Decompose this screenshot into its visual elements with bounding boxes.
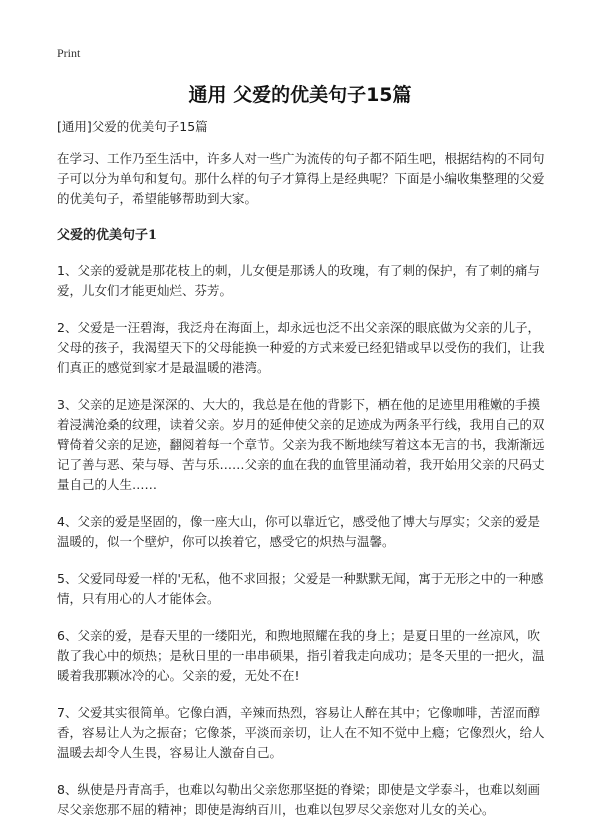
sentence-item-4: 4、父亲的爱是坚固的，像一座大山，你可以靠近它，感受他了博大与厚实；父亲的爱是温暖的，似一个壁炉，你可以挨着它，感受它的炽热与温馨。 <box>57 514 540 549</box>
intro-paragraph: 在学习、工作乃至生活中，许多人对一些广为流传的句子都不陌生吧，根据结构的不同句子可以分为单句和复句。那什么样的句子才算得上是经典呢？下面是小编收集整理的父爱的优美句子，希望能够帮助到大家。 <box>57 151 545 206</box>
section-heading: 父爱的优美句子1 <box>57 228 158 243</box>
article-body <box>57 117 547 837</box>
sentence-item-5: 5、父爱同母爱一样的'无私，他不求回报；父爱是一种默默无闻，寓于无形之中的一种感情，只有用心的人才能体会。 <box>57 571 544 606</box>
sentence-item-3: 3、父亲的足迹是深深的、大大的，我总是在他的背影下，栖在他的足迹里用稚嫩的手摸着浸满沧桑的纹理，读着父亲。岁月的延伸使父亲的足迹成为两条平行线，我用自己的双臂倚着父亲的足迹，翻阅着每一个章节。父亲为我不断地续写着这本无言的书，我渐渐远记了善与恶、荣与辱、苦与乐……父亲的血在我的血管里涌动着，我开始用父亲的尺码丈量自己的人生…… <box>57 397 545 492</box>
sentence-item-8: 8、纵使是丹青高手，也难以勾勒出父亲您那坚挺的脊梁；即使是文学泰斗，也难以刻画尽父亲您那不屈的精神；即使是海纳百川，也难以包罗尽父亲您对儿女的关心。 <box>57 782 540 817</box>
page-title: 通用 父爱的优美句子15篇 <box>188 84 412 106</box>
sentence-item-6: 6、父亲的爱，是春天里的一缕阳光，和煦地照耀在我的身上；是夏日里的一丝凉风，吹散了我心中的烦热；是秋日里的一串串硕果，指引着我走向成功；是冬天里的一把火，温暖着我那颗冰冷的心。父亲的爱，无处不在! <box>57 628 545 683</box>
sentence-item-2: 2、父爱是一汪碧海，我泛舟在海面上，却永远也泛不出父亲深的眼底做为父亲的儿子，父母的孩子，我渴望天下的父母能换一种爱的方式来爱已经犯错或早以受伤的我们，让我们真正的感觉到家才是最温暖的港湾。 <box>57 320 545 375</box>
print-link[interactable]: Print <box>57 46 81 60</box>
sentence-item-7: 7、父爱其实很简单。它像白酒，辛辣而热烈，容易让人醉在其中；它像咖啡，苦涩而醇香，容易让人为之振奋；它像茶，平淡而亲切，让人在不知不觉中上瘾；它像烈火，给人温暖去却令人生畏，容易让人激奋自己。 <box>57 705 545 760</box>
article-subtitle: [通用]父爱的优美句子15篇 <box>57 119 208 134</box>
sentence-item-1: 1、父亲的爱就是那花枝上的刺，儿女便是那诱人的玫瑰，有了刺的保护，有了刺的痛与爱，儿女们才能更灿烂、芬芳。 <box>57 263 540 298</box>
